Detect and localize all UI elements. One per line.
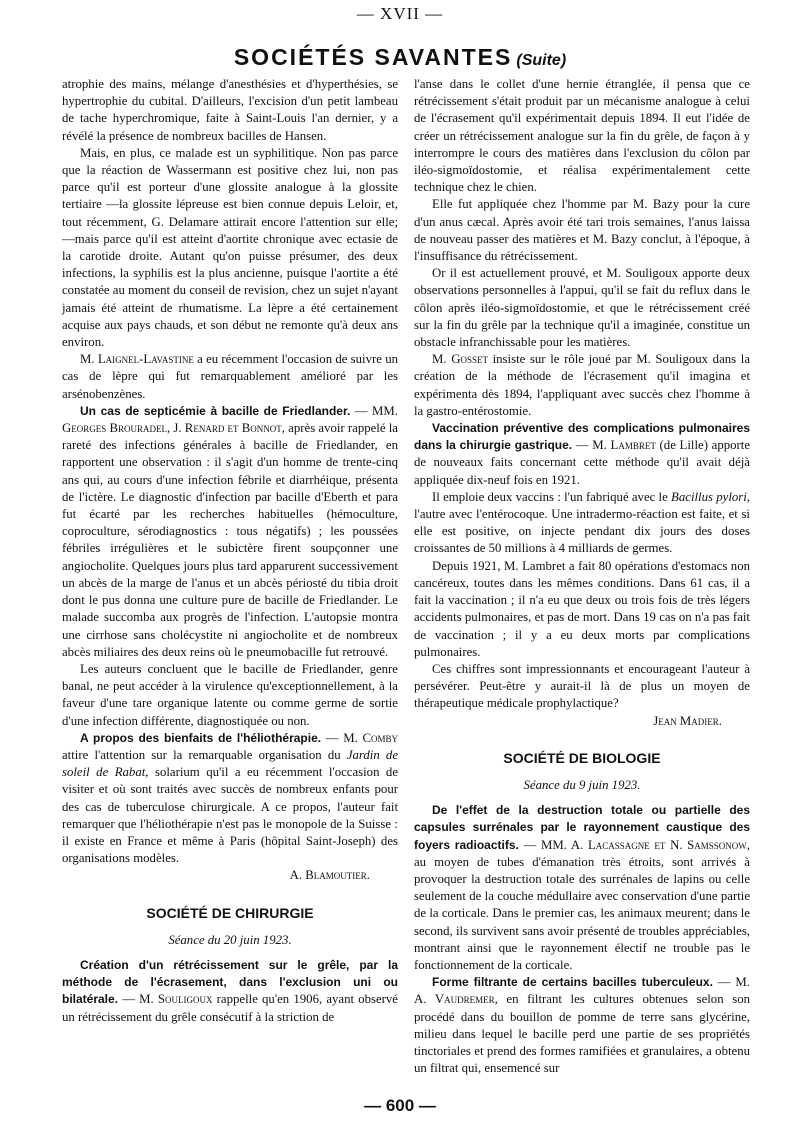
author-name: M. Gosset (432, 352, 488, 367)
paragraph: Forme filtrante de certains bacilles tuberculeux. — M. A. Vaudremer, en filtrant les cultures obtenues selon son procédé dans du bouillon de pomme de terre sans glycérine, milieu dans lequel le bacille perd une partie de ses propriétés tinctoriales et prend des formes ramifiées et granulaires, a obtenu un filtrat qui, ensemencé sur (414, 975, 750, 1076)
article-heading: Un cas de septicémie à bacille de Friedlander. (80, 403, 351, 418)
author-name: — M. Lambret (572, 438, 656, 453)
author-name: — M. Comby (321, 730, 398, 745)
article-heading: A propos des bienfaits de l'héliothérapie. (80, 730, 322, 745)
paragraph: Les auteurs concluent que le bacille de Friedlander, genre banal, ne peut accéder à la virulence qu'exceptionnellement, à la faveur d'une tare organique latente ou comme germe de sortie d'une infection différente, diagnostiquée ou non. (62, 661, 398, 728)
paragraph: M. Laignel-Lavastine a eu récemment l'occasion de suivre un cas de lèpre qui fut remarquablement amélioré par les arsénobenzènes. (62, 352, 398, 401)
paragraph: Un cas de septicémie à bacille de Friedlander. — MM. Georges Brouradel, J. Renard et Bonnot, après avoir rappelé la rareté des infections générales à bacille de Friedlander, en rapportent une observation : il s'agit d'un homme de trente-cinq ans qui, au cours d'une infection fébrile et diarrhéique, présenta de l'ictère. Le diagnostic d'infection par bacille d'Eberth et para fut écarté par les recherches habituelles (hémoculture, coproculture, sérodiagnostics : tous négatifs) ; les poussées fébriles irrégulières et le subictère firent soupçonner une angiocholite. Quelques jours plus tard apparurent successivement un abcès de la marge de l'anus et un abcès périosté du tibia droit dont le pus donna une culture pure de bacille de Friedlander. Le malade succomba aux progrès de l'infection. L'autopsie montra une cirrhose sans cholécystite ni angiocholite et de nombreux abcès miliaires des deux reins où le pneumobacille fut retrouvé. (62, 403, 398, 659)
page-header (0, 44, 800, 71)
author-name: — MM. A. Lacassagne et N. Samssonow, (518, 837, 750, 852)
article-heading: De l'effet de la destruction totale ou partielle des capsules surrénales par le rayonnement caustique des foyers radioactifs. (414, 803, 750, 852)
author-name: M. Laignel-Lavastine (80, 352, 194, 367)
paragraph: Or il est actuellement prouvé, et M. Souligoux apporte deux observations personnelles à l'appui, qu'il se fait du reflux dans le côlon après iléo-sigmoïdostomie, et que le rétrécissement créé sur la fin du grêle par la technique qu'il a imaginée, constitue un obstacle infranchissable pour les matières. (414, 266, 750, 350)
session-date: Séance du 20 juin 1923. (168, 932, 292, 947)
paragraph: l'anse dans le collet d'une hernie étranglée, il pensa que ce rétrécissement s'était produit par un mécanisme analogue à celui de l'écrasement qu'il expérimentait depuis 1894. Il eut l'idée de créer un rétrécissement analogue sur la fin du grêle, de façon à y interrompre le cours des matières dans l'exclusion du côlon par iléo-sigmoïdostomie, et réalisa expérimentalement cette technique chez le chien. (414, 77, 750, 195)
session-date: Séance du 9 juin 1923. (523, 777, 641, 792)
article-heading: Vaccination préventive des complications pulmonaires dans la chirurgie gastrique. (414, 421, 750, 453)
author-name: — M. Souligoux (118, 992, 213, 1007)
left-column (62, 76, 398, 1026)
paragraph: M. Gosset insiste sur le rôle joué par M. Souligoux dans la création de la méthode de l'écrasement qu'il imagina et expérimenta dès 1894, l'appliquant avec succès chez l'homme à la gastro-entérostomie. (414, 352, 750, 418)
paragraph: Elle fut appliquée chez l'homme par M. Bazy pour la cure d'un anus cæcal. Après avoir été tari trois semaines, l'anus laissa de nouveau passer des matières et M. Bazy conclut, à l'époque, à l'insuffisance du rétrécissement. (414, 197, 750, 264)
paragraph: Création d'un rétrécissement sur le grêle, par la méthode de l'écrasement, dans l'exclusion uni ou bilatérale. — M. Souligoux rappelle qu'en 1906, ayant observé un rétrécissement du grêle consécutif à la striction de (62, 957, 398, 1024)
paragraph: A propos des bienfaits de l'héliothérapie. — M. Comby attire l'attention sur la remarquable organisation du Jardin de soleil de Rabat, solarium qu'il a eu récemment l'occasion de visiter et où sont traités avec succès de nombreux enfants pour des cas de tuberculose chirurgicale. A ce propos, l'auteur fait remarquer que l'héliothérapie n'est pas le monopole de la Suisse : il existe en France et même à Paris (hôpital Saint-Joseph) des organisations modèles. (62, 730, 399, 866)
section-title: SOCIÉTÉ DE BIOLOGIE (503, 749, 661, 766)
paragraph: atrophie des mains, mélange d'anesthésies et d'hyperthésies, se hypertrophie du cubital. D'ailleurs, l'excision d'un petit lambeau de tache hyperchromique, faite à Saint-Louis l'an dernier, y a révélé la présence de nombreux bacilles de Hansen. (62, 77, 398, 143)
paragraph: Il emploie deux vaccins : l'un fabriqué avec le Bacillus pylori, l'autre avec l'entérocoque. Une intradermo-réaction est faite, et si elle est positive, on injecte pendant dix jours des doses croissantes de 50 millions à 4 milliards de germes. (414, 489, 751, 556)
paragraph: De l'effet de la destruction totale ou partielle des capsules surrénales par le rayonnement caustique des foyers radioactifs. — MM. A. Lacassagne et N. Samssonow, au moyen de tubes d'émanation très étroits, sont arrivés à provoquer la destruction totale des surrénales de lapins ou celle seulement de la couche médullaire avec conservation d'une partie de la corticale. Dans le premier cas, les animaux meurent; dans le second, ils survivent sans avoir présenté de troubles appréciables, montrant ainsi que le rayonnement électif ne trouble pas le fonctionnement de la corticale. (414, 803, 750, 972)
signature: A. Blamoutier. (289, 868, 370, 883)
header-suite: (Suite) (516, 52, 567, 69)
page-number-top: — XVII — (356, 4, 444, 23)
article-heading: Forme filtrante de certains bacilles tuberculeux. (432, 975, 713, 990)
page-number-bottom: — 600 — (364, 1096, 436, 1115)
paragraph: Mais, en plus, ce malade est un syphilitique. Non pas parce que la réaction de Wassermann est positive chez lui, non pas parce qu'il est porteur d'une glossite analogue à la glossite tertiaire —la glossite lépreuse est bien connue depuis Leloir, et, tout récemment, G. Delamare attirait encore l'attention sur elle; —mais parce qu'il est atteint d'aortite chronique avec ectasie de la carotide droite. Autant qu'on puisse présumer, des deux infections, la syphilis est la plus ancienne, puisque l'aortite a été constatée au moment du conseil de revision, chez un sujet n'ayant jamais été atteint de rhumatisme. La lèpre a été certainement acquise aux pays chauds, et son début ne remonte qu'à deux ans environ. (62, 145, 398, 350)
paragraph: Depuis 1921, M. Lambret a fait 80 opérations d'estomacs non cancéreux, toutes dans les mêmes conditions. Dans 61 cas, il a fait la vaccination ; il n'a eu que deux ou trois fois de très légers accidents pulmonaires, et pas de mort. Dans 19 cas on n'a pas fait de vaccination ; il y a eu deux morts par complications pulmonaires. (414, 558, 750, 659)
section-title: SOCIÉTÉ DE CHIRURGIE (146, 904, 314, 921)
header-title: SOCIÉTÉS SAVANTES (233, 44, 513, 70)
paragraph: Ces chiffres sont impressionnants et encourageant l'auteur à persévérer. Peut-être y aurait-il là de plus un moyen de thérapeutique médicale prophylactique? (414, 661, 750, 711)
article-heading: Création d'un rétrécissement sur le grêle, par la méthode de l'écrasement, dans l'exclusion uni ou bilatérale. (62, 957, 398, 1007)
author-name: — M. A. Vaudremer, (414, 975, 750, 1007)
signature: Jean Madier. (653, 713, 722, 728)
paragraph: Vaccination préventive des complications pulmonaires dans la chirurgie gastrique. — M. Lambret (de Lille) apporte de nouveaux faits concernant cette méthode qu'il avait déjà appliquée dix-neuf fois en 1921. (414, 421, 751, 487)
author-name: — MM. Georges Brouradel, J. Renard et Bonnot, (62, 403, 398, 436)
right-column (414, 76, 750, 1077)
